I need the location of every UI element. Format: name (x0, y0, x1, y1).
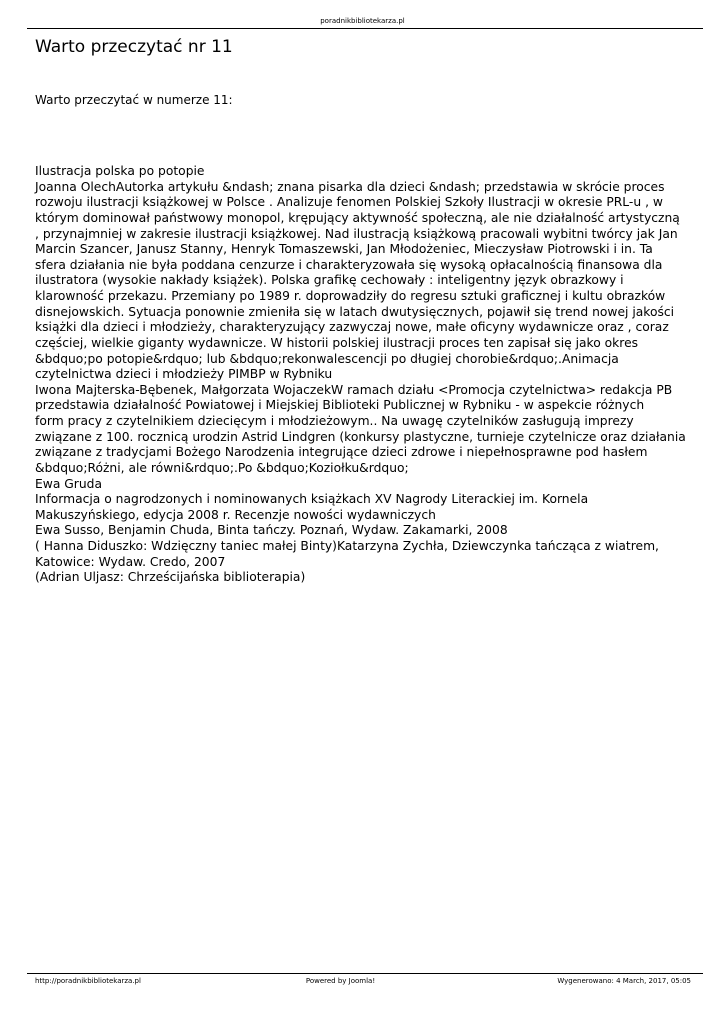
footer-site-url: http://poradnikbibliotekarza.pl (35, 977, 141, 985)
site-header: poradnikbibliotekarza.pl (320, 17, 405, 25)
body-line: książki dla dzieci i młodzieży, charakteryzujący zazwyczaj nowe, małe oficyny wydawnicze oraz , coraz (35, 320, 669, 335)
body-line: ( Hanna Diduszko: Wdzięczny taniec małej Binty)Katarzyna Zychła, Dziewczynka tańcząca z wiatrem, (35, 539, 659, 553)
body-line: Katowice: Wydaw. Credo, 2007 (35, 554, 226, 569)
header-divider (27, 28, 703, 29)
body-line: Informacja o nagrodzonych i nominowanych książkach XV Nagrody Literackiej im. Kornela (35, 492, 589, 507)
body-line: związane z 100. rocznicą urodzin Astrid Lindgren (konkursy plastyczne, turnieje czytelnicze oraz działania (35, 429, 686, 444)
footer-generated-date: Wygenerowano: 4 March, 2017, 05:05 (557, 977, 691, 985)
article-body (35, 164, 701, 586)
page-title: Warto przeczytać nr 11 (35, 37, 233, 57)
body-line: czytelnictwa dzieci i młodzieży PIMBP w Rybniku (35, 367, 333, 382)
body-line: Ewa Susso, Benjamin Chuda, Binta tańczy. Poznań, Wydaw. Zakamarki, 2008 (35, 523, 508, 538)
body-line: Marcin Szancer, Janusz Stanny, Henryk Tomaszewski, Jan Młodożeniec, Mieczysław Piotrowski i in. Ta (35, 242, 653, 257)
body-line: Makuszyńskiego, edycja 2008 r. Recenzje nowości wydawniczych (35, 507, 436, 522)
body-line: ilustratora (wysokie nakłady książek). Polska grafikę cechowały : inteligentny język obrazkowy i (35, 273, 624, 288)
body-line: którym dominował państwowy monopol, krępujący aktywność społeczną, ale nie działalność artystyczną (35, 210, 680, 225)
body-line: (Adrian Uljasz: Chrześcijańska biblioterapia) (35, 570, 306, 585)
body-line: Ilustracja polska po potopie (35, 164, 205, 178)
body-line: Iwona Majterska-Bębenek, Małgorzata WojaczekW ramach działu <Promocja czytelnictwa> redakcja PB (35, 382, 673, 397)
body-line: związane z tradycjami Bożego Narodzenia integrujące dzieci zdrowe i niepełnosprawne pod hasłem (35, 445, 648, 460)
body-line: &bdquo;po potopie&rdquo; lub &bdquo;rekonwalescencji po długiej chorobie&rdquo;.Animacja (35, 351, 619, 366)
body-line: Ewa Gruda (35, 476, 102, 491)
body-line: Joanna OlechAutorka artykułu &ndash; znana pisarka dla dzieci &ndash; przedstawia w skrócie proces (35, 179, 665, 194)
body-line: form pracy z czytelnikiem dziecięcym i młodzieżowym.. Na uwagę czytelników zasługują imprezy (35, 414, 634, 428)
body-line: disnejowskich. Sytuacja ponownie zmieniła się w latach dwutysięcznych, pojawił się trend nowej jakości (35, 304, 675, 319)
body-line: klarowność przekazu. Przemiany po 1989 r. doprowadziły do regresu sztuki graficznej i kultu obrazków (35, 289, 666, 303)
body-line: &bdquo;Różni, ale równi&rdquo;.Po &bdquo;Koziołku&rdquo; (35, 460, 409, 475)
body-line: rozwoju ilustracji książkowej w Polsce . Analizuje fenomen Polskiej Szkoły Ilustracji w okresie PRL-u , w (35, 195, 663, 210)
body-line: , przynajmniej w zakresie ilustracji książkowej. Nad ilustracją książkową pracowali wybitni twórcy jak Jan (35, 226, 678, 241)
footer-powered-by: Powered by Joomla! (305, 977, 376, 985)
body-line: częściej, wielkie giganty wydawnicze. W historii polskiej ilustracji proces ten zapisał się jako okres (35, 335, 639, 350)
body-line: sfera działania nie była poddana cenzurze i charakteryzowała się wysoką opłacalnością finansowa dla (35, 257, 663, 272)
article-intro: Warto przeczytać w numerze 11: (35, 93, 233, 107)
footer-divider (27, 973, 703, 974)
body-line: przedstawia działalność Powiatowej i Miejskiej Biblioteki Publicznej w Rybniku - w aspekcie różnych (35, 398, 645, 413)
